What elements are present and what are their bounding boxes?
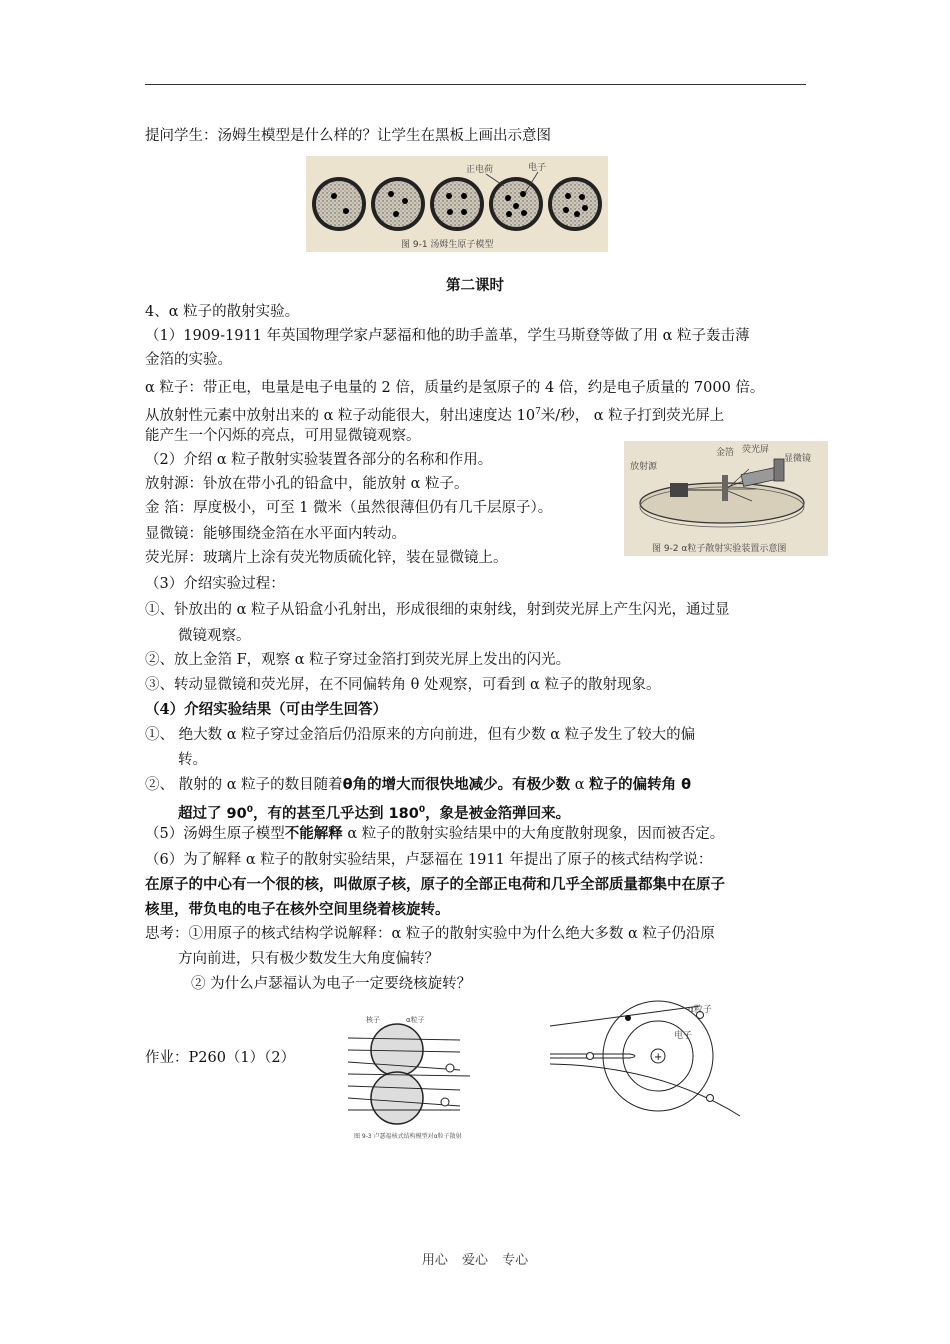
result-1b: 转。 xyxy=(178,752,207,768)
para-1b: 金箔的实验。 xyxy=(145,352,232,368)
rutherford-model-figure xyxy=(550,1005,750,1116)
alpha-desc-a: α 粒子：带正电，电量是电子电量的 2 倍，质量约是氢原子的 4 倍，约是电子质量的 7000 倍。 xyxy=(145,380,765,396)
homework: 作业：P260（1）（2） xyxy=(145,1050,296,1066)
think-b: 方向前进，只有极少数发生大角度偏转？ xyxy=(178,951,439,967)
atom-4 xyxy=(489,177,543,231)
result-2b: 超过了 $90^0$，有的甚至几乎达到 $180^0$，象是被金箔弹回来。 xyxy=(178,805,571,822)
fig3-caption: 图 9-3 卢瑟福核式结构模型对α粒子散射 xyxy=(354,1133,462,1140)
step-1a: ①、钋放出的 α 粒子从铅盒小孔射出，形成很细的束射线，射到荧光屏上产生闪光，通过显 xyxy=(145,602,730,618)
label-alpha-particle: α粒子 xyxy=(688,1005,712,1015)
atom-3 xyxy=(430,177,484,231)
scattering-apparatus-figure xyxy=(624,441,828,556)
fig3-label-a: 核子 xyxy=(366,1016,380,1024)
think-a: 思考：①用原子的核式结构学说解释：α 粒子的散射实验中为什么绝大多数 α 粒子仍沿原 xyxy=(145,926,715,942)
step-2: ②、放上金箔 F，观察 α 粒子穿过金箔打到荧光屏上发出的闪光。 xyxy=(145,652,571,668)
nuclear-model-a: 在原子的中心有一个很的核，叫做原子核，原子的全部正电荷和几乎全部质量都集中在原子 xyxy=(145,876,725,893)
label-source: 放射源 xyxy=(630,462,658,472)
label-screen: 荧光屏 xyxy=(742,445,770,455)
label-electron-2: 电子 xyxy=(674,1031,693,1041)
fig1-caption: 图 9-1 汤姆生原子模型 xyxy=(401,240,494,250)
header-rule xyxy=(145,84,806,85)
result-1a: ①、 绝大数 α 粒子穿过金箔后仍沿原来的方向前进，但有少数 α 粒子发生了较大的偏 xyxy=(145,727,696,743)
nucleus-plus: + xyxy=(654,1052,663,1063)
fig3-label-b: α粒子 xyxy=(406,1016,425,1024)
step-3: ③、转动显微镜和荧光屏，在不同偏转角 θ 处观察，可看到 α 粒子的散射现象。 xyxy=(145,677,661,693)
source-desc: 放射源：钋放在带小孔的铅盒中，能放射 α 粒子。 xyxy=(145,476,469,492)
label-foil: 金箔 xyxy=(716,448,735,458)
label-positive-charge: 正电荷 xyxy=(466,165,494,175)
microscope-desc: 显微镜：能够围绕金箔在水平面内转动。 xyxy=(145,526,406,542)
atom-2 xyxy=(371,177,425,231)
para-4-results: （4）介绍实验结果（可由学生回答） xyxy=(145,701,388,718)
atom-5 xyxy=(548,177,602,231)
screen-desc: 荧光屏：玻璃片上涂有荧光物质硫化锌，装在显微镜上。 xyxy=(145,550,508,566)
thomson-scatter-figure xyxy=(340,1010,510,1145)
para-2: （2）介绍 α 粒子散射实验装置各部分的名称和作用。 xyxy=(145,452,493,468)
para-4: 4、α 粒子的散射实验。 xyxy=(145,304,300,320)
result-2a: ②、 散射的 α 粒子的数目随着θ角的增大而很快地减少。有极少数 α 粒子的偏转角 θ xyxy=(145,777,692,793)
label-electron: 电子 xyxy=(528,163,547,173)
atom-1 xyxy=(312,177,366,231)
alpha-desc-c: 能产生一个闪烁的亮点，可用显微镜观察。 xyxy=(145,428,421,444)
step-1b: 微镜观察。 xyxy=(178,628,251,644)
alpha-desc-b: 从放射性元素中放射出来的 α 粒子动能很大，射出速度达 $10^7$米/秒， α 粒子打到荧光屏上 xyxy=(145,407,725,424)
footer: 用心 爱心 专心 xyxy=(421,1253,529,1268)
intro-text: 提问学生：汤姆生模型是什么样的？让学生在黑板上画出示意图 xyxy=(145,128,551,144)
para-5: （5）汤姆生原子模型不能解释 α 粒子的散射实验结果中的大角度散射现象，因而被否定。 xyxy=(145,825,725,842)
foil-desc: 金 箔：厚度极小，可至 1 微米（虽然很薄但仍有几千层原子）。 xyxy=(145,500,553,516)
think-c: ② 为什么卢瑟福认为电子一定要绕核旋转？ xyxy=(191,976,472,992)
para-1a: （1）1909-1911 年英国物理学家卢瑟福和他的助手盖革，学生马斯登等做了用 α 粒子轰击薄 xyxy=(145,328,750,344)
para-6: （6）为了解释 α 粒子的散射实验结果，卢瑟福在 1911 年提出了原子的核式结构学说： xyxy=(145,852,713,868)
thomson-model-figure xyxy=(306,156,608,252)
section-title: 第二课时 xyxy=(446,277,504,294)
label-microscope: 显微镜 xyxy=(784,454,812,464)
fig2-caption: 图 9-2 α粒子散射实验装置示意图 xyxy=(652,544,787,554)
nuclear-model-b: 核里，带负电的电子在核外空间里绕着核旋转。 xyxy=(145,901,450,918)
para-3: （3）介绍实验过程： xyxy=(145,576,285,592)
